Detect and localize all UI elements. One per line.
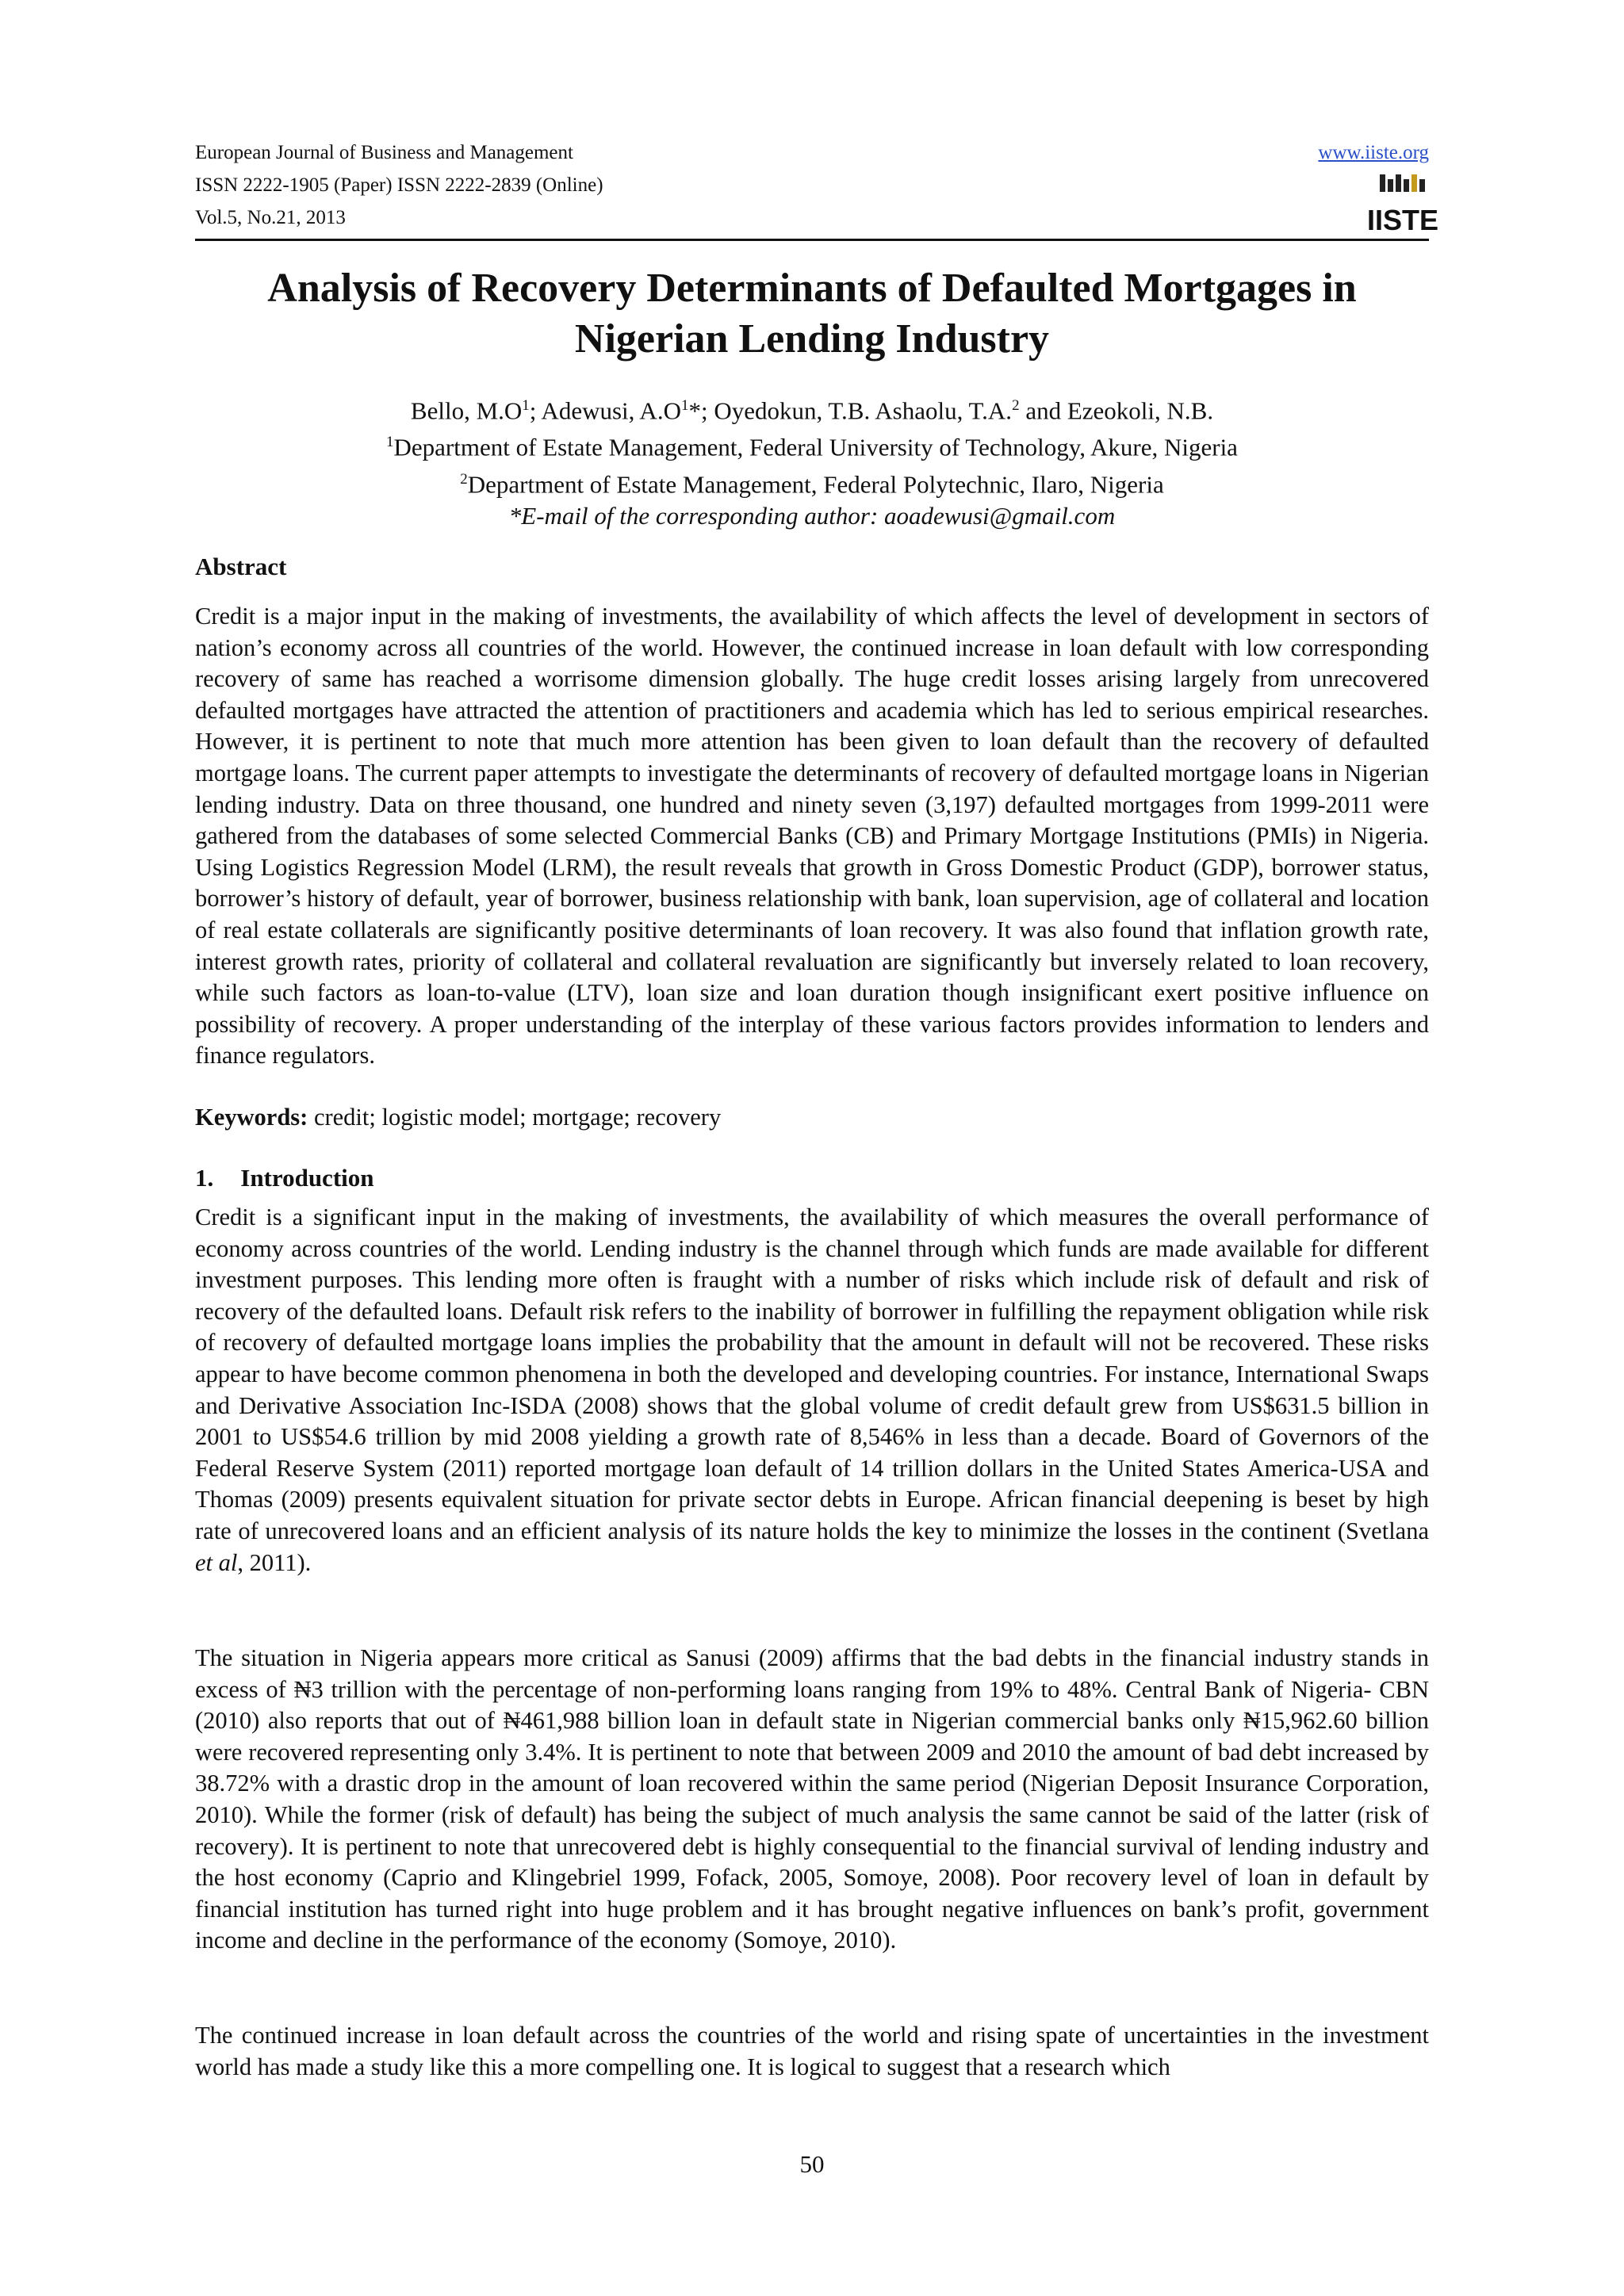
affiliation-1: $^1$Department of Estate Management, Federal University of Technology, Akure, Nigeria (386, 433, 1238, 461)
header-left (195, 136, 1429, 234)
intro-paragraph-1: Credit is a significant input in the making of investments, the availability of which measures the overall performance of economy across countries of the world. Lending industry is the channel through which funds are made available for different investment purposes. This lending more often is fraught with a number of risks which include risk of default and risk of recovery of the defaulted loans. Default risk refers to the inability of borrower in fulfilling the repayment obligation while risk of recovery of defaulted mortgage loans implies the probability that the amount in default will not be recovered. These risks appear to have become common phenomena in both the developed and developing countries. For instance, International Swaps and Derivative Association Inc-ISDA (2008) shows that the global volume of credit default grew from US$631.5 billion in 2001 to US$54.6 trillion by mid 2008 yielding a growth rate of 8,546% in less than a decade. Board of Governors of the Federal Reserve System (2011) reported mortgage loan default of 14 trillion dollars in the United States America-USA and Thomas (2009) presents equivalent situation for private sector debts in Europe. African financial deepening is beset by high rate of unrecovered loans and an efficient analysis of its nature holds the key to minimize the losses in the continent (Svetlana et al, 2011). (195, 1203, 1429, 1576)
abstract-text: Credit is a major input in the making of investments, the availability of which affects the level of development in sectors of nation’s economy across all countries of the world. However, the continued increase in loan default with low corresponding recovery of same has reached a worrisome dimension globally. The huge credit losses arising largely from unrecovered defaulted mortgages have attracted the attention of practitioners and academia which has led to serious empirical researches. However, it is pertinent to note that much more attention has been given to loan default than the recovery of defaulted mortgage loans. The current paper attempts to investigate the determinants of recovery of defaulted mortgage loans in Nigerian lending industry. Data on three thousand, one hundred and ninety seven (3,197) defaulted mortgages from 1999-2011 were gathered from the databases of some selected Commercial Banks (CB) and Primary Mortgage Institutions (PMIs) in Nigeria. Using Logistics Regression Model (LRM), the result reveals that growth in Gross Domestic Product (GDP), borrower status, borrower’s history of default, year of borrower, business relationship with bank, loan supervision, age of collateral and location of real estate collaterals are significantly positive determinants of loan recovery. It was also found that inflation growth rate, interest growth rates, priority of collateral and collateral revaluation are significantly but inversely related to loan recovery, while such factors as loan-to-value (LTV), loan size and loan duration though insignificant exert positive influence on possibility of recovery. A proper understanding of the interplay of these various factors provides information to lenders and finance regulators. (195, 603, 1429, 1070)
author-list: Bello, $M.O^1$; Adewusi, $A.O^1*$; Oyedokun, T.B. Ashaolu, T.A.$^2$ and Ezeokoli, N.B. (410, 396, 1214, 425)
journal-website-link[interactable]: www.iiste.org (1318, 142, 1429, 163)
header-rule (195, 239, 1429, 241)
introduction-heading: 1. Introduction (195, 1164, 374, 1192)
abstract-heading: Abstract (195, 553, 287, 580)
paper-title (195, 263, 1429, 365)
affiliation-2: $^2$Department of Estate Management, Federal Polytechnic, Ilaro, Nigeria (460, 469, 1164, 498)
journal-issn: ISSN 2222-1905 (Paper) ISSN 2222-2839 (Online) (195, 174, 603, 196)
title-line-1: Analysis of Recovery Determinants of Defaulted Mortgages in (267, 266, 1357, 311)
title-line-2: Nigerian Lending Industry (574, 316, 1050, 362)
corresponding-email: *E-mail of the corresponding author: aoadewusi@gmail.com (508, 501, 1116, 530)
intro-paragraph-3: The continued increase in loan default across the countries of the world and rising spate of uncertainties in the investment world has made a study like this a more compelling one. It is logical to suggest that a research which (195, 2022, 1429, 2080)
journal-header (195, 136, 1439, 239)
author-block (195, 390, 1429, 532)
keywords-text: credit; logistic model; mortgage; recovery (308, 1104, 722, 1131)
page-number: 50 (799, 2150, 825, 2178)
logo-text: IISTE (1366, 204, 1439, 236)
journal-volume: Vol.5, No.21, 2013 (195, 207, 346, 228)
journal-name: European Journal of Business and Management (195, 142, 573, 163)
iiste-logo-icon (1366, 173, 1439, 236)
keywords-label: Keywords: (195, 1104, 308, 1131)
keywords-line (195, 1102, 1429, 1134)
intro-paragraph-2: The situation in Nigeria appears more critical as Sanusi (2009) affirms that the bad debts in the financial industry stands in excess of ₦3 trillion with the percentage of non-performing loans ranging from 19% to 48%. Central Bank of Nigeria- CBN (2010) also reports that out of ₦461,988 billion loan in default state in Nigerian commercial banks only ₦15,962.60 billion were recovered representing only 3.4%. It is pertinent to note that between 2009 and 2010 the amount of bad debt increased by 38.72% with a drastic drop in the amount of loan recovered within the same period (Nigerian Deposit Insurance Corporation, 2010). While the former (risk of default) has being the subject of much analysis the same cannot be said of the latter (risk of recovery). It is pertinent to note that unrecovered debt is highly consequential to the financial survival of lending industry and the host economy (Caprio and Klingebriel 1999, Fofack, 2005, Somoye, 2008). Poor recovery level of loan in default by financial institution has turned right into huge problem and it has brought negative influences on bank’s profit, government income and decline in the performance of the economy (Somoye, 2010). (195, 1644, 1429, 1954)
